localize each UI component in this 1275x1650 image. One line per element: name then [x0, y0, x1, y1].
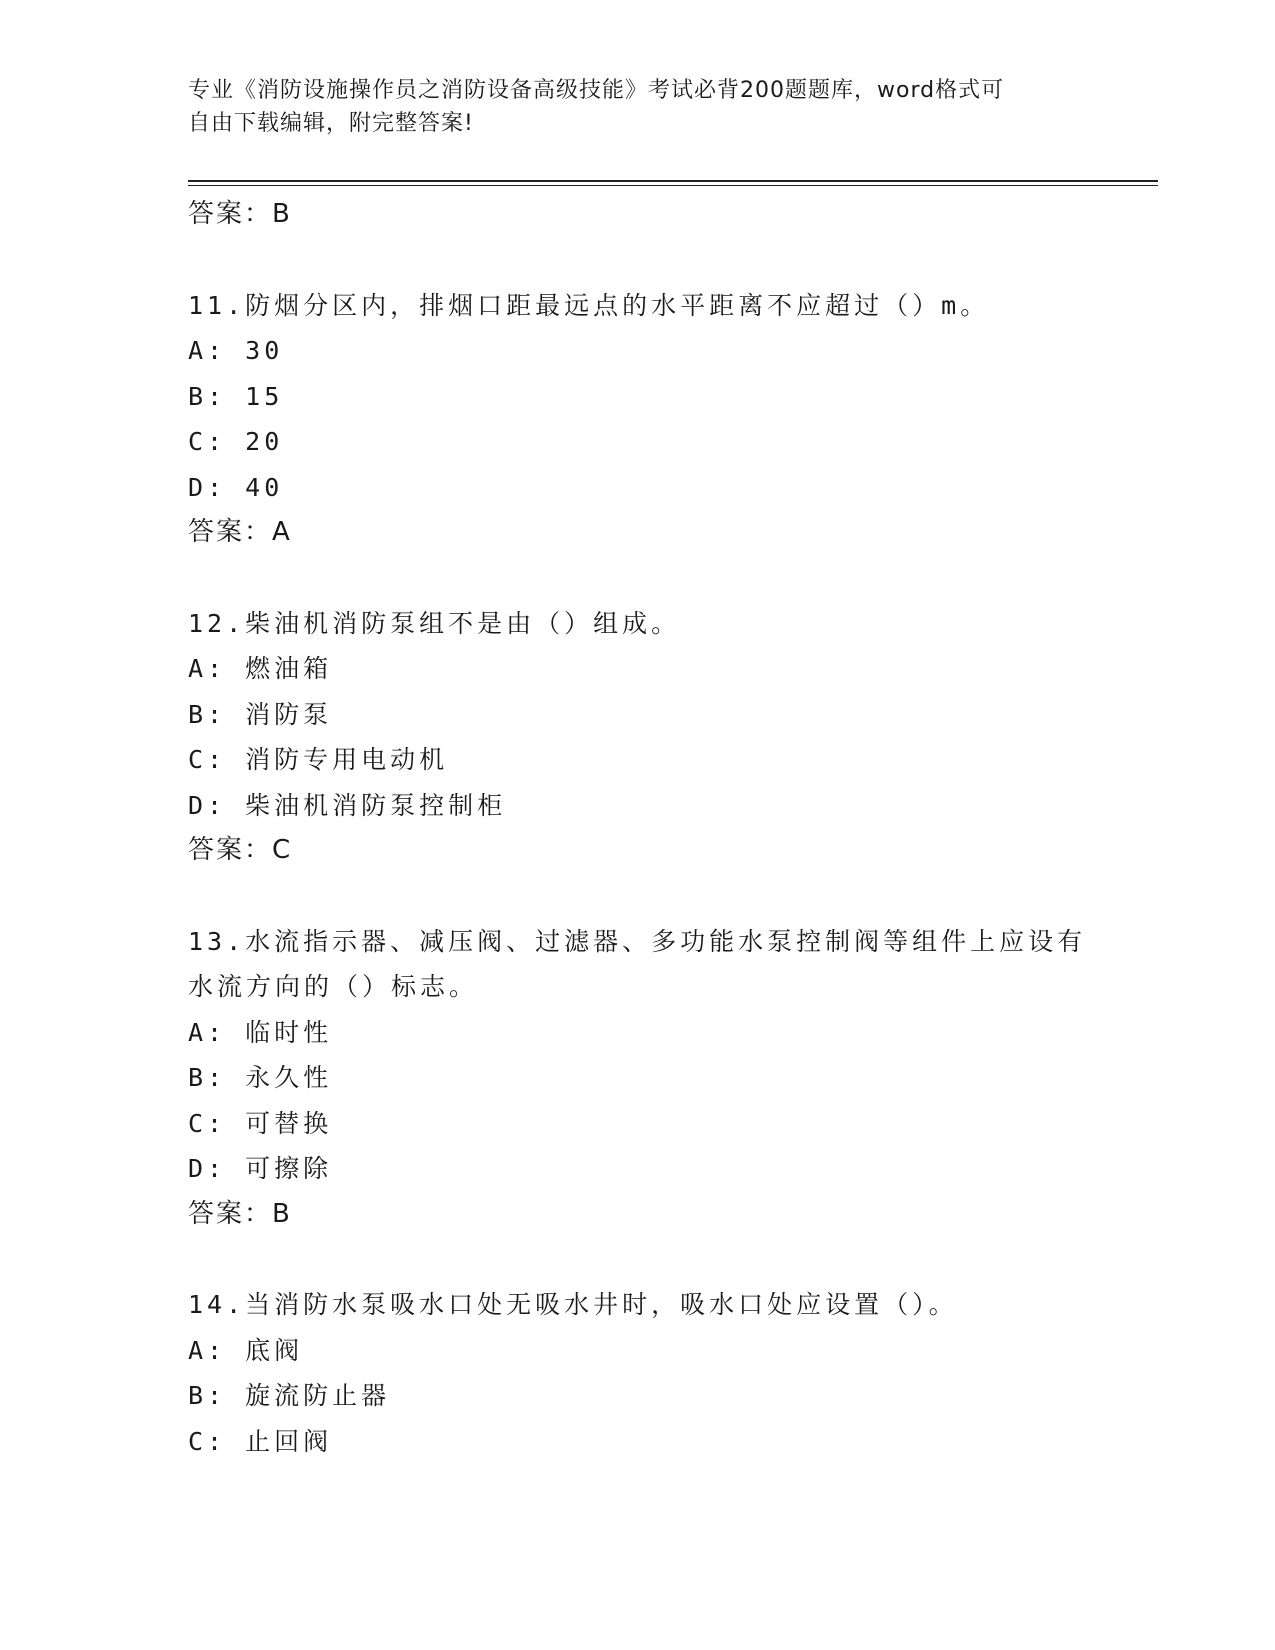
previous-answer: 答案：B — [188, 199, 292, 229]
answer: 答案：C — [188, 835, 293, 865]
option-a: A: 燃油箱 — [188, 654, 333, 683]
document-header — [188, 74, 1088, 140]
option-d: D: 可擦除 — [188, 1154, 333, 1183]
header-line-2: 自由下载编辑，附完整答案! — [188, 111, 474, 136]
question-text-continued: 水流方向的（）标志。 — [188, 972, 479, 1001]
question-14 — [188, 1282, 1118, 1464]
option-d: D: 40 — [188, 472, 284, 502]
question-list — [188, 192, 1118, 1464]
question-text: 11.防烟分区内，排烟口距最远点的水平距离不应超过（）m。 — [188, 290, 990, 320]
option-c: C: 消防专用电动机 — [188, 745, 449, 774]
option-a: A: 底阀 — [188, 1335, 304, 1365]
question-13 — [188, 919, 1118, 1238]
question-text: 12.柴油机消防泵组不是由（）组成。 — [188, 608, 681, 638]
question-text: 13.水流指示器、减压阀、过滤器、多功能水泵控制阀等组件上应设有 — [188, 926, 1087, 956]
option-a: A: 30 — [188, 336, 284, 365]
option-b: B: 旋流防止器 — [188, 1381, 391, 1410]
question-11 — [188, 283, 1118, 556]
option-c: C: 可替换 — [188, 1108, 333, 1138]
answer: 答案：B — [188, 1198, 292, 1229]
option-d: D: 柴油机消防泵控制柜 — [188, 790, 507, 820]
question-12 — [188, 601, 1118, 874]
option-c: C: 止回阀 — [188, 1426, 333, 1456]
option-b: B: 永久性 — [188, 1063, 333, 1092]
header-line-1: 专业《消防设施操作员之消防设备高级技能》考试必背200题题库，word格式可 — [188, 78, 1005, 103]
option-b: B: 消防泵 — [188, 699, 333, 729]
option-a: A: 临时性 — [188, 1017, 333, 1047]
question-text: 14.当消防水泵吸水口处无吸水井时，吸水口处应设置（）。 — [188, 1290, 958, 1319]
option-b: B: 15 — [188, 381, 284, 411]
header-rule-thick — [188, 180, 1158, 182]
header-rule-thin — [188, 185, 1158, 186]
option-c: C: 20 — [188, 427, 284, 456]
answer: 答案：A — [188, 517, 292, 547]
